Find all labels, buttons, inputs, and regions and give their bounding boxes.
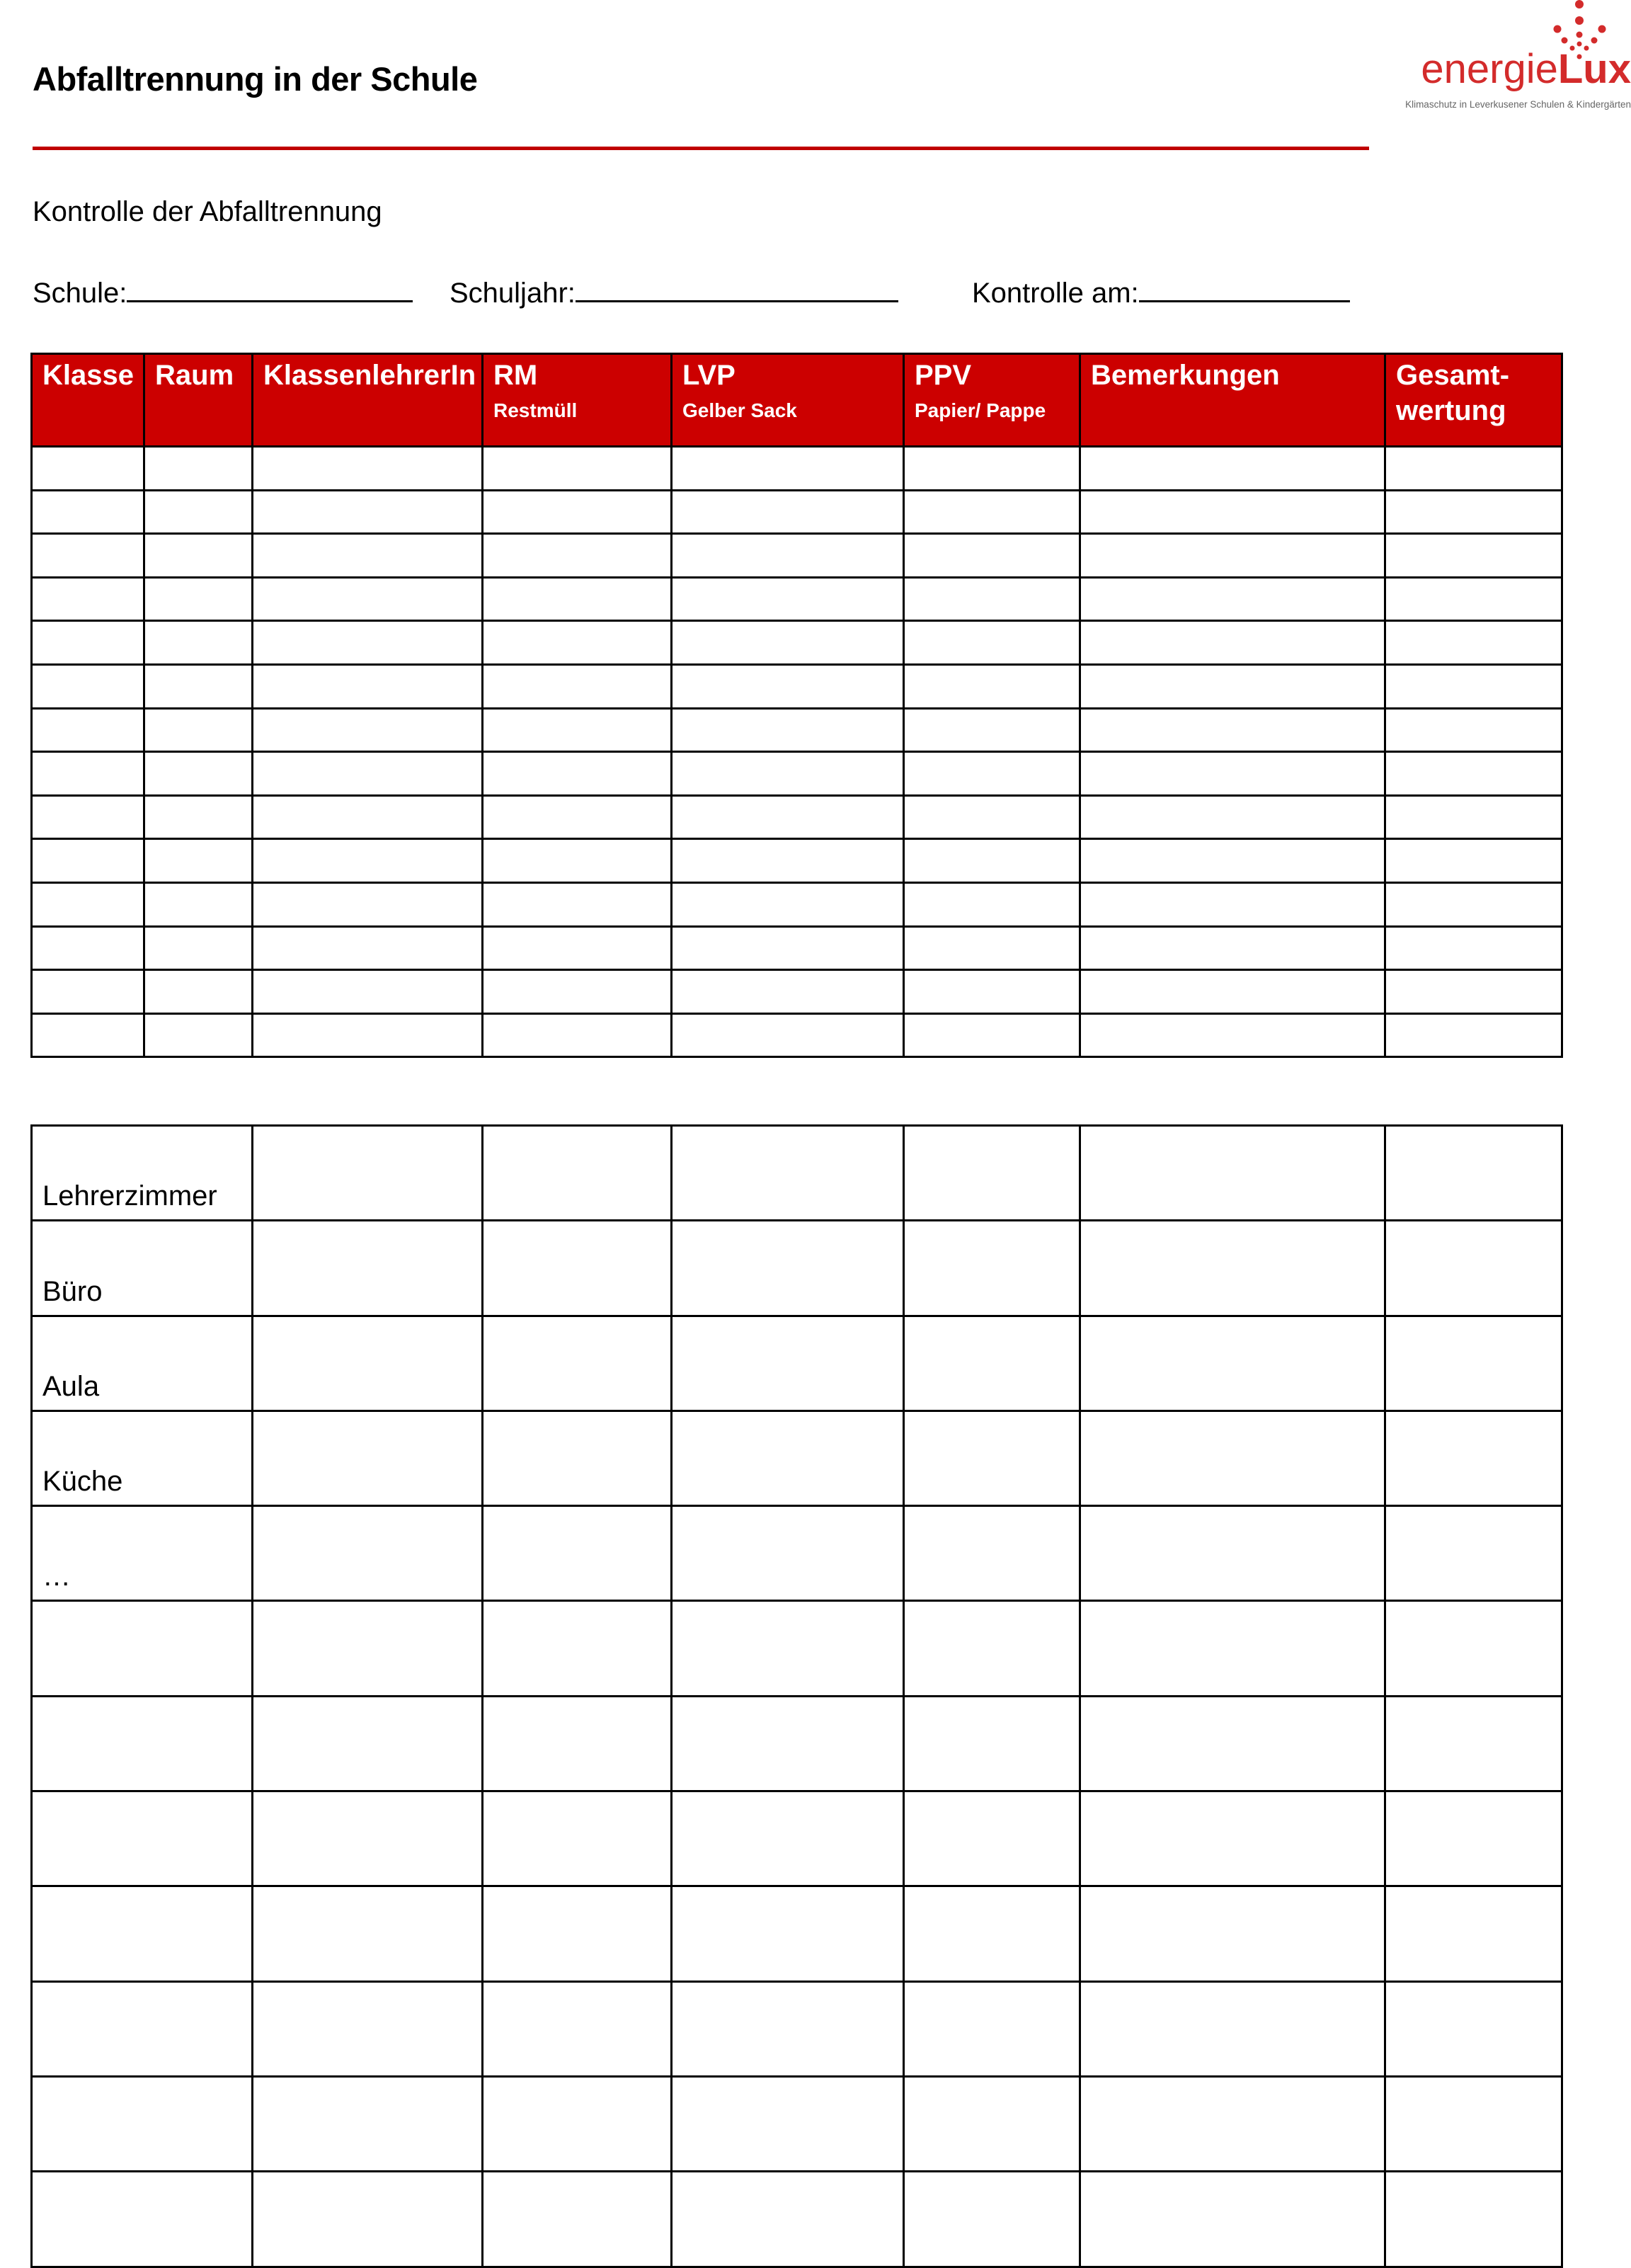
table-cell[interactable]	[1385, 1316, 1562, 1411]
table-cell[interactable]	[253, 664, 483, 708]
table-cell[interactable]	[672, 970, 904, 1014]
year-input[interactable]	[576, 273, 898, 302]
document-title: Abfalltrennung in der Schule	[33, 60, 478, 98]
table-cell[interactable]	[483, 1506, 672, 1601]
table-cell[interactable]	[904, 1601, 1080, 1696]
table-cell[interactable]	[144, 752, 253, 796]
table-cell[interactable]	[32, 1013, 144, 1057]
table-cell[interactable]	[904, 2076, 1080, 2171]
table-cell[interactable]	[483, 1013, 672, 1057]
table-cell[interactable]	[904, 447, 1080, 491]
school-field[interactable]	[33, 273, 413, 309]
room-label-cell[interactable]: …	[32, 1506, 253, 1601]
table-cell[interactable]	[1385, 534, 1562, 578]
table-cell[interactable]	[32, 839, 144, 883]
room-label-cell[interactable]: Lehrerzimmer	[32, 1126, 253, 1221]
table-row	[32, 621, 1562, 665]
table-cell[interactable]	[1385, 664, 1562, 708]
table-cell[interactable]	[1080, 2076, 1385, 2171]
table-cell[interactable]	[144, 882, 253, 926]
table-cell[interactable]	[1080, 1126, 1385, 1221]
table-row	[32, 1506, 1562, 1601]
date-field[interactable]	[972, 273, 1350, 309]
table-cell[interactable]	[32, 708, 144, 752]
table-cell[interactable]	[253, 1013, 483, 1057]
table-cell[interactable]	[253, 708, 483, 752]
table-cell[interactable]	[483, 795, 672, 839]
table-cell[interactable]	[672, 926, 904, 970]
table-row	[32, 1981, 1562, 2076]
table-cell[interactable]	[672, 795, 904, 839]
table-cell[interactable]	[253, 795, 483, 839]
room-label-cell[interactable]	[32, 1981, 253, 2076]
table-cell[interactable]	[483, 2172, 672, 2267]
table-cell[interactable]	[1385, 490, 1562, 534]
table-cell[interactable]	[904, 1411, 1080, 1505]
table-cell[interactable]	[1080, 1013, 1385, 1057]
table-cell[interactable]	[1385, 621, 1562, 665]
header-ppv-sub: Papier/ Pappe	[915, 399, 1046, 421]
table-cell[interactable]	[1385, 1221, 1562, 1316]
table-row	[32, 752, 1562, 796]
table-cell[interactable]	[904, 1791, 1080, 1886]
table-cell[interactable]	[1385, 752, 1562, 796]
table-cell[interactable]	[253, 882, 483, 926]
table-cell[interactable]	[253, 926, 483, 970]
table-cell[interactable]	[253, 752, 483, 796]
table-cell[interactable]	[253, 1601, 483, 1696]
table-row	[32, 490, 1562, 534]
table-cell[interactable]	[253, 1981, 483, 2076]
table-cell[interactable]	[253, 1411, 483, 1505]
table-cell[interactable]	[253, 621, 483, 665]
table-cell[interactable]	[1080, 1506, 1385, 1601]
table-cell[interactable]	[483, 621, 672, 665]
table-cell[interactable]	[904, 621, 1080, 665]
header-ppv: PPV Papier/ Pappe	[904, 354, 1080, 447]
table-cell[interactable]	[904, 839, 1080, 883]
table-cell[interactable]	[672, 1126, 904, 1221]
table-cell[interactable]	[672, 1316, 904, 1411]
table-cell[interactable]	[483, 882, 672, 926]
table-cell[interactable]	[672, 1886, 904, 1981]
table-cell[interactable]	[1385, 1696, 1562, 1791]
year-label: Schuljahr:	[450, 278, 576, 309]
year-field[interactable]	[450, 273, 898, 309]
table-cell[interactable]	[144, 621, 253, 665]
table-row	[32, 1126, 1562, 1221]
table-row	[32, 1886, 1562, 1981]
table-cell[interactable]	[1080, 1981, 1385, 2076]
table-header-row	[32, 354, 1562, 447]
date-input[interactable]	[1139, 273, 1350, 302]
table-cell[interactable]	[904, 1126, 1080, 1221]
table-cell[interactable]	[483, 1221, 672, 1316]
header-lvp-sub: Gelber Sack	[682, 399, 797, 421]
table-cell[interactable]	[672, 1981, 904, 2076]
table-row	[32, 926, 1562, 970]
table-cell[interactable]	[904, 882, 1080, 926]
table-cell[interactable]	[32, 664, 144, 708]
table-cell[interactable]	[672, 1506, 904, 1601]
table-cell[interactable]	[1385, 839, 1562, 883]
form-subtitle: Kontrolle der Abfalltrennung	[33, 196, 382, 227]
table-cell[interactable]	[904, 577, 1080, 621]
header-lvp: LVP Gelber Sack	[672, 354, 904, 447]
table-cell[interactable]	[904, 1506, 1080, 1601]
table-cell[interactable]	[1080, 1411, 1385, 1505]
table-cell[interactable]	[672, 1601, 904, 1696]
table-cell[interactable]	[483, 839, 672, 883]
table-cell[interactable]	[1385, 1886, 1562, 1981]
table-cell[interactable]	[1385, 926, 1562, 970]
table-cell[interactable]	[904, 1981, 1080, 2076]
header-klasse: Klasse	[32, 354, 144, 447]
table-cell[interactable]	[904, 490, 1080, 534]
table-cell[interactable]	[672, 447, 904, 491]
table-row	[32, 1601, 1562, 1696]
table-cell[interactable]	[672, 1013, 904, 1057]
table-row	[32, 534, 1562, 578]
table-cell[interactable]	[32, 577, 144, 621]
table-cell[interactable]	[483, 1411, 672, 1505]
table-cell[interactable]	[1385, 577, 1562, 621]
table-cell[interactable]	[253, 970, 483, 1014]
table-cell[interactable]	[253, 2172, 483, 2267]
table-cell[interactable]	[32, 970, 144, 1014]
table-cell[interactable]	[1080, 1696, 1385, 1791]
room-inspection-table	[30, 1124, 1563, 2268]
table-cell[interactable]	[1080, 1221, 1385, 1316]
table-cell[interactable]	[672, 664, 904, 708]
table-cell[interactable]	[144, 447, 253, 491]
table-cell[interactable]	[483, 970, 672, 1014]
table-cell[interactable]	[32, 621, 144, 665]
header-rm-sub: Restmüll	[493, 399, 578, 421]
title-divider	[33, 147, 1369, 150]
table-cell[interactable]	[904, 795, 1080, 839]
table-cell[interactable]	[1080, 926, 1385, 970]
table-row	[32, 664, 1562, 708]
table-cell[interactable]	[1080, 1886, 1385, 1981]
table-cell[interactable]	[253, 1221, 483, 1316]
table-cell[interactable]	[253, 1316, 483, 1411]
table-cell[interactable]	[1080, 2172, 1385, 2267]
table-cell[interactable]	[483, 1791, 672, 1886]
table-cell[interactable]	[672, 839, 904, 883]
table-row	[32, 708, 1562, 752]
table-cell[interactable]	[904, 1886, 1080, 1981]
table-cell[interactable]	[904, 1221, 1080, 1316]
table-cell[interactable]	[672, 752, 904, 796]
table-cell[interactable]	[144, 1013, 253, 1057]
table-cell[interactable]	[1385, 1506, 1562, 1601]
table-row	[32, 447, 1562, 491]
table-row	[32, 1791, 1562, 1886]
table-cell[interactable]	[1385, 2172, 1562, 2267]
table-cell[interactable]	[483, 752, 672, 796]
room-label-cell[interactable]: Büro	[32, 1221, 253, 1316]
table-row	[32, 2076, 1562, 2171]
table-cell[interactable]	[904, 1696, 1080, 1791]
table-cell[interactable]	[483, 1126, 672, 1221]
table-cell[interactable]	[1080, 621, 1385, 665]
table-cell[interactable]	[1385, 882, 1562, 926]
table-cell[interactable]	[253, 839, 483, 883]
table-row	[32, 795, 1562, 839]
table-row	[32, 1221, 1562, 1316]
logo-tagline: Klimaschutz in Leverkusener Schulen & Kindergärten	[1405, 99, 1631, 110]
table-cell[interactable]	[1385, 447, 1562, 491]
table-cell[interactable]	[32, 490, 144, 534]
table-cell[interactable]	[253, 490, 483, 534]
table-cell[interactable]	[1385, 795, 1562, 839]
table-cell[interactable]	[1080, 795, 1385, 839]
table-cell[interactable]	[672, 490, 904, 534]
table-cell[interactable]	[32, 882, 144, 926]
table-cell[interactable]	[32, 534, 144, 578]
table-cell[interactable]	[904, 708, 1080, 752]
table-cell[interactable]	[483, 534, 672, 578]
table-cell[interactable]	[1080, 839, 1385, 883]
table-cell[interactable]	[144, 577, 253, 621]
header-rm: RM Restmüll	[483, 354, 672, 447]
table-cell[interactable]	[904, 752, 1080, 796]
table-cell[interactable]	[904, 534, 1080, 578]
room-label-cell[interactable]	[32, 1601, 253, 1696]
table-row	[32, 1411, 1562, 1505]
table-cell[interactable]	[904, 1316, 1080, 1411]
table-cell[interactable]	[672, 1411, 904, 1505]
table-cell[interactable]	[1080, 970, 1385, 1014]
date-label: Kontrolle am:	[972, 278, 1139, 309]
table-cell[interactable]	[32, 752, 144, 796]
table-cell[interactable]	[144, 970, 253, 1014]
table-cell[interactable]	[1385, 1126, 1562, 1221]
logo-word-light: energie	[1421, 46, 1558, 92]
table-cell[interactable]	[483, 1981, 672, 2076]
table-cell[interactable]	[32, 447, 144, 491]
table-cell[interactable]	[1385, 1013, 1562, 1057]
table-cell[interactable]	[672, 534, 904, 578]
room-label-cell[interactable]: Aula	[32, 1316, 253, 1411]
table-cell[interactable]	[253, 1791, 483, 1886]
table-cell[interactable]	[1385, 1981, 1562, 2076]
table-cell[interactable]	[1385, 2076, 1562, 2171]
table-cell[interactable]	[144, 534, 253, 578]
table-cell[interactable]	[672, 708, 904, 752]
table-cell[interactable]	[672, 621, 904, 665]
header-raum: Raum	[144, 354, 253, 447]
room-label-cell[interactable]	[32, 1791, 253, 1886]
table-cell[interactable]	[1385, 970, 1562, 1014]
table-cell[interactable]	[483, 708, 672, 752]
table-cell[interactable]	[483, 1316, 672, 1411]
table-cell[interactable]	[483, 1601, 672, 1696]
table-cell[interactable]	[672, 577, 904, 621]
table-row	[32, 882, 1562, 926]
room-label-cell[interactable]	[32, 2172, 253, 2267]
logo-word-bold: Lux	[1557, 46, 1631, 92]
header-klassenlehrerin: KlassenlehrerIn	[253, 354, 483, 447]
table-cell[interactable]	[672, 1696, 904, 1791]
table-cell[interactable]	[483, 490, 672, 534]
table-cell[interactable]	[253, 2076, 483, 2171]
table-cell[interactable]	[1080, 490, 1385, 534]
table-cell[interactable]	[904, 926, 1080, 970]
table-cell[interactable]	[1080, 882, 1385, 926]
table-cell[interactable]	[32, 795, 144, 839]
table-cell[interactable]	[1385, 708, 1562, 752]
table-cell[interactable]	[672, 1791, 904, 1886]
header-bemerkungen: Bemerkungen	[1080, 354, 1385, 447]
table-cell[interactable]	[672, 2172, 904, 2267]
table-cell[interactable]	[32, 926, 144, 970]
table-cell[interactable]	[253, 447, 483, 491]
table-cell[interactable]	[483, 447, 672, 491]
table-cell[interactable]	[1080, 1316, 1385, 1411]
table-cell[interactable]	[144, 664, 253, 708]
table-cell[interactable]	[672, 2076, 904, 2171]
table-cell[interactable]	[672, 1221, 904, 1316]
table-cell[interactable]	[904, 664, 1080, 708]
table-cell[interactable]	[483, 1696, 672, 1791]
table-cell[interactable]	[1080, 447, 1385, 491]
table-cell[interactable]	[483, 926, 672, 970]
room-label-cell[interactable]: Küche	[32, 1411, 253, 1505]
table-cell[interactable]	[144, 490, 253, 534]
table-cell[interactable]	[1080, 1601, 1385, 1696]
table-cell[interactable]	[144, 926, 253, 970]
room-label-cell[interactable]	[32, 1886, 253, 1981]
table-row	[32, 1013, 1562, 1057]
table-cell[interactable]	[672, 882, 904, 926]
table-cell[interactable]	[144, 708, 253, 752]
table-row	[32, 839, 1562, 883]
table-row	[32, 2172, 1562, 2267]
table-cell[interactable]	[1385, 1601, 1562, 1696]
logo-wordmark	[1421, 45, 1631, 93]
table-cell[interactable]	[253, 534, 483, 578]
table-cell[interactable]	[904, 970, 1080, 1014]
table-cell[interactable]	[1080, 534, 1385, 578]
table-cell[interactable]	[1080, 577, 1385, 621]
room-label-cell[interactable]	[32, 1696, 253, 1791]
table-row	[32, 577, 1562, 621]
table-cell[interactable]	[253, 1506, 483, 1601]
table-cell[interactable]	[253, 577, 483, 621]
header-gesamtwertung: Gesamt- wertung	[1385, 354, 1562, 447]
table-cell[interactable]	[253, 1696, 483, 1791]
table-cell[interactable]	[1385, 1411, 1562, 1505]
energielux-logo	[1405, 0, 1631, 124]
table-cell[interactable]	[483, 1886, 672, 1981]
table-cell[interactable]	[1080, 1791, 1385, 1886]
school-input[interactable]	[127, 273, 413, 302]
table-cell[interactable]	[144, 839, 253, 883]
table-row	[32, 970, 1562, 1014]
table-cell[interactable]	[1080, 664, 1385, 708]
table-cell[interactable]	[253, 1126, 483, 1221]
table-cell[interactable]	[253, 1886, 483, 1981]
table-cell[interactable]	[1385, 1791, 1562, 1886]
table-cell[interactable]	[1080, 752, 1385, 796]
school-label: Schule:	[33, 278, 127, 309]
table-row	[32, 1316, 1562, 1411]
table-cell[interactable]	[1080, 708, 1385, 752]
table-cell[interactable]	[483, 664, 672, 708]
table-cell[interactable]	[483, 577, 672, 621]
table-row	[32, 1696, 1562, 1791]
table-cell[interactable]	[144, 795, 253, 839]
table-cell[interactable]	[483, 2076, 672, 2171]
table-cell[interactable]	[904, 2172, 1080, 2267]
class-inspection-table	[30, 353, 1563, 1058]
table-cell[interactable]	[904, 1013, 1080, 1057]
room-label-cell[interactable]	[32, 2076, 253, 2171]
